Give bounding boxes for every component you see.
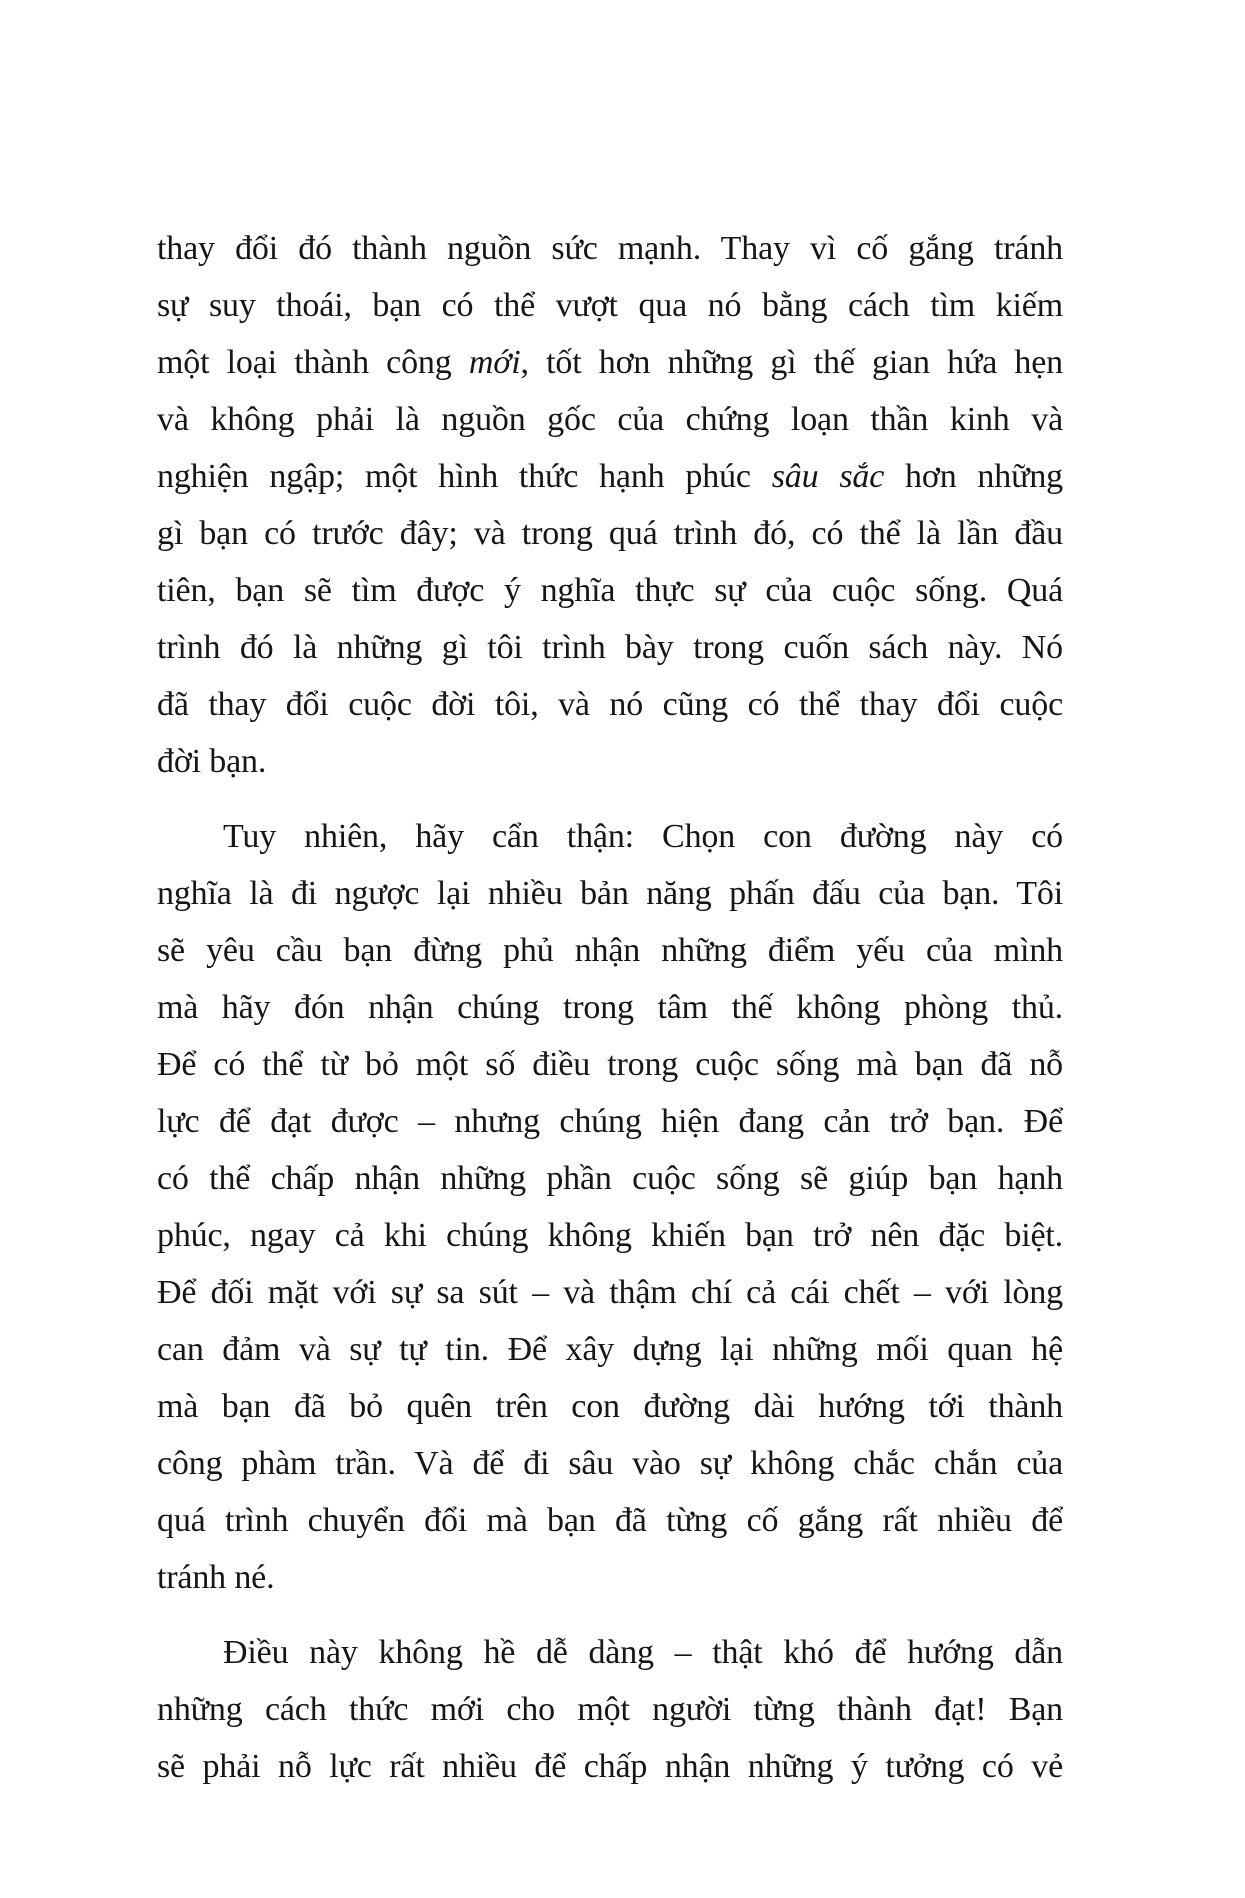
paragraph xyxy=(157,1624,1063,1795)
text-line: sự suy thoái, bạn có thể vượt qua nó bằng cách tìm kiếm xyxy=(157,287,1063,324)
text-line: Để có thể từ bỏ một số điều trong cuộc sống mà bạn đã nỗ xyxy=(157,1046,1063,1083)
text-line: sẽ yêu cầu bạn đừng phủ nhận những điểm yếu của mình xyxy=(157,932,1063,969)
text-line: một loại thành công mới, tốt hơn những gì thế gian hứa hẹn xyxy=(157,344,1063,381)
text-line: mà bạn đã bỏ quên trên con đường dài hướng tới thành xyxy=(157,1388,1063,1425)
text-line: quá trình chuyển đổi mà bạn đã từng cố gắng rất nhiều để xyxy=(157,1502,1063,1539)
text-line: và không phải là nguồn gốc của chứng loạn thần kinh và xyxy=(157,401,1063,438)
text-line: gì bạn có trước đây; và trong quá trình đó, có thể là lần đầu xyxy=(157,515,1063,552)
text-line: có thể chấp nhận những phần cuộc sống sẽ giúp bạn hạnh xyxy=(157,1160,1063,1197)
text-line: đời bạn. xyxy=(157,743,267,780)
text-line: Tuy nhiên, hãy cẩn thận: Chọn con đường này có xyxy=(223,818,1063,855)
text-line: sẽ phải nỗ lực rất nhiều để chấp nhận những ý tưởng có vẻ xyxy=(157,1748,1063,1785)
text-line: can đảm và sự tự tin. Để xây dựng lại những mối quan hệ xyxy=(157,1331,1063,1368)
text-line: tránh né. xyxy=(157,1559,275,1596)
text-line: mà hãy đón nhận chúng trong tâm thế không phòng thủ. xyxy=(157,989,1063,1026)
body-text xyxy=(157,220,1063,1795)
text-line: những cách thức mới cho một người từng thành đạt! Bạn xyxy=(157,1691,1063,1728)
paragraph xyxy=(157,220,1063,790)
text-line: Để đối mặt với sự sa sút – và thậm chí cả cái chết – với lòng xyxy=(157,1274,1063,1311)
text-line: Điều này không hề dễ dàng – thật khó để hướng dẫn xyxy=(223,1634,1063,1671)
text-line: trình đó là những gì tôi trình bày trong cuốn sách này. Nó xyxy=(157,629,1063,666)
text-line: lực để đạt được – nhưng chúng hiện đang cản trở bạn. Để xyxy=(157,1103,1063,1140)
paragraph xyxy=(157,808,1063,1606)
text-line: đã thay đổi cuộc đời tôi, và nó cũng có thể thay đổi cuộc xyxy=(157,686,1063,723)
text-line: công phàm trần. Và để đi sâu vào sự không chắc chắn của xyxy=(157,1445,1063,1482)
text-line: phúc, ngay cả khi chúng không khiến bạn trở nên đặc biệt. xyxy=(157,1217,1063,1254)
text-line: tiên, bạn sẽ tìm được ý nghĩa thực sự của cuộc sống. Quá xyxy=(157,572,1063,609)
text-line: thay đổi đó thành nguồn sức mạnh. Thay vì cố gắng tránh xyxy=(157,230,1063,267)
italic-text: mới xyxy=(468,344,521,381)
italic-text: sâu sắc xyxy=(771,458,885,495)
text-line: nghĩa là đi ngược lại nhiều bản năng phấn đấu của bạn. Tôi xyxy=(157,875,1063,912)
text-line: nghiện ngập; một hình thức hạnh phúc sâu sắc hơn những xyxy=(157,458,1063,495)
